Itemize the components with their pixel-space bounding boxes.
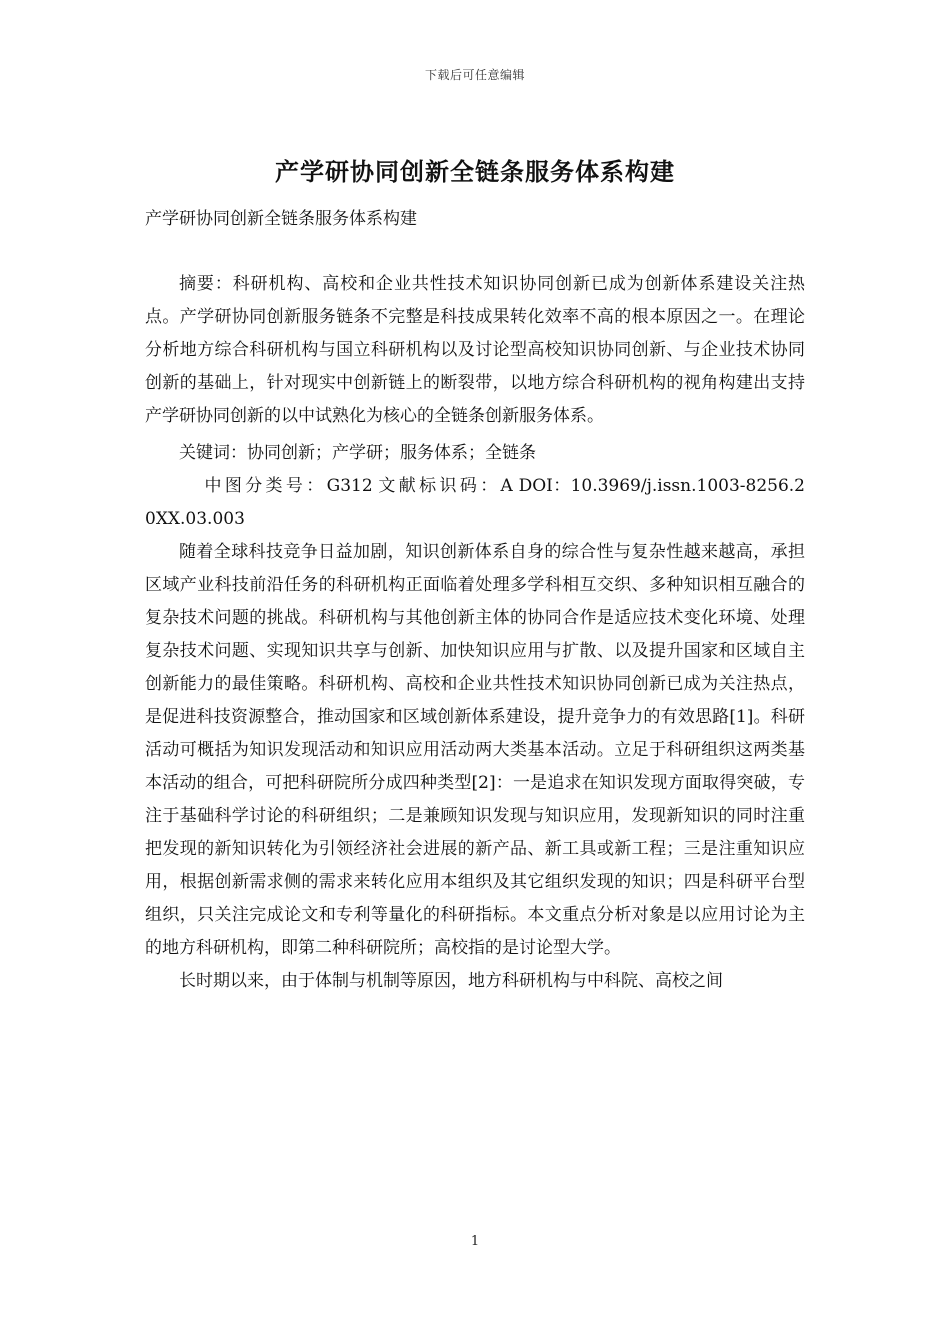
header-note: 下载后可任意编辑 <box>424 68 525 82</box>
keywords-line: 关键词：协同创新；产学研；服务体系；全链条 <box>179 443 536 463</box>
body-paragraph-2: 长时期以来，由于体制与机制等原因，地方科研机构与中科院、高校之间 <box>179 971 723 991</box>
page-number: 1 <box>470 1234 480 1249</box>
classification-label: 中图分类号： <box>204 476 327 496</box>
document-id-code: A DOI：10.3969/j.issn.1003-8256.20XX.03.003 <box>145 476 806 529</box>
document-id-label: 文献标识码： <box>378 476 501 496</box>
document-title: 产学研协同创新全链条服务体系构建 <box>275 157 675 186</box>
abstract-paragraph: 摘要：科研机构、高校和企业共性技术知识协同创新已成为创新体系建设关注热点。产学研协同创新服务链条不完整是科技成果转化效率不高的根本原因之一。在理论分析地方综合科研机构与国立科研机构以及讨论型高校知识协同创新、与企业技术协同创新的基础上，针对现实中创新链上的断裂带，以地方综合科研机构的视角构建出支持产学研协同创新的以中试熟化为核心的全链条创新服务体系。 <box>145 274 805 426</box>
body-paragraph-1: 随着全球科技竞争日益加剧，知识创新体系自身的综合性与复杂性越来越高，承担区域产业科技前沿任务的科研机构正面临着处理多学科相互交织、多种知识相互融合的复杂技术问题的挑战。科研机构与其他创新主体的协同合作是适应技术变化环境、处理复杂技术问题、实现知识共享与创新、加快知识应用与扩散、以及提升国家和区域自主创新能力的最佳策略。科研机构、高校和企业共性技术知识协同创新已成为关注热点，是促进科技资源整合，推动国家和区域创新体系建设，提升竞争力的有效思路[1]。科研活动可概括为知识发现活动和知识应用活动两大类基本活动。立足于科研组织这两类基本活动的组合，可把科研院所分成四种类型[2]：一是追求在知识发现方面取得突破，专注于基础科学讨论的科研组织；二是兼顾知识发现与知识应用，发现新知识的同时注重把发现的新知识转化为引领经济社会进展的新产品、新工具或新工程；三是注重知识应用，根据创新需求侧的需求来转化应用本组织及其它组织发现的知识；四是科研平台型组织，只关注完成论文和专利等量化的科研指标。本文重点分析对象是以应用讨论为主的地方科研机构，即第二种科研院所；高校指的是讨论型大学。 <box>145 542 805 958</box>
document-subtitle: 产学研协同创新全链条服务体系构建 <box>145 209 417 229</box>
classification-code: G312 <box>326 476 379 496</box>
classification-line <box>145 470 805 536</box>
document-body <box>145 268 805 998</box>
